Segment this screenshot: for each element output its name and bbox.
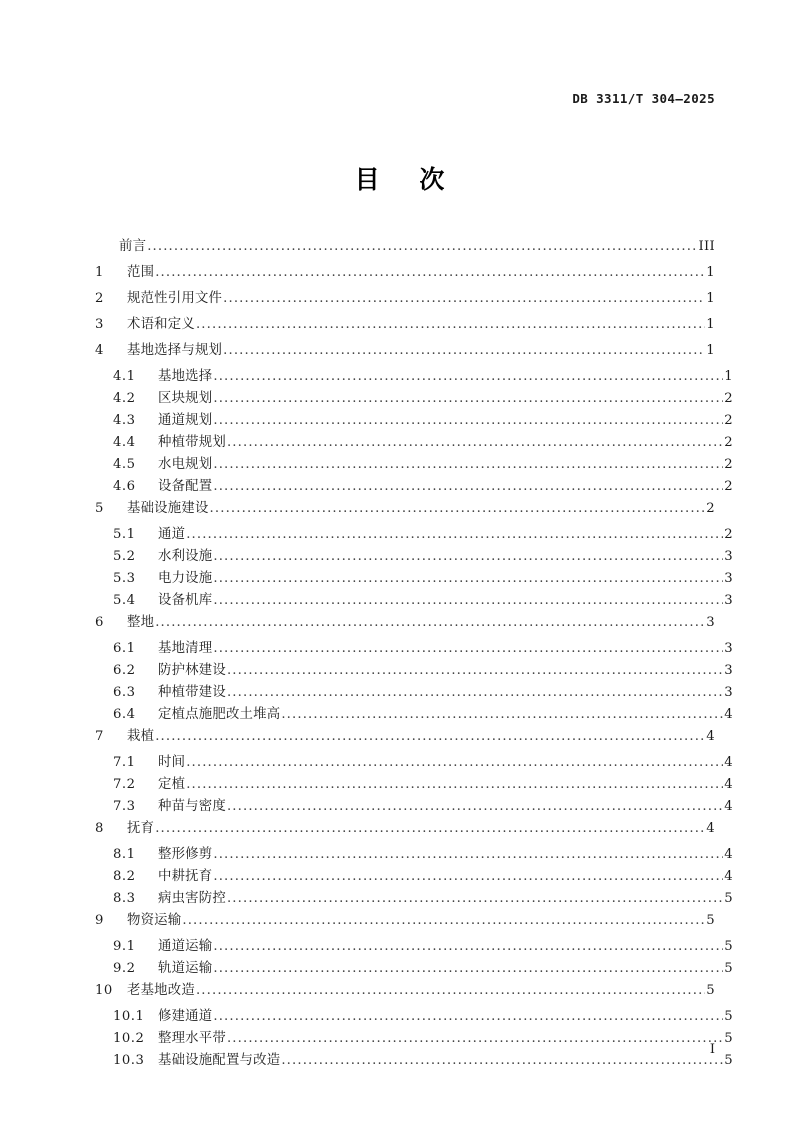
- toc-entry-label: 整地: [127, 615, 155, 630]
- toc-entry-number: 1: [95, 265, 104, 280]
- toc-entry-number: 4.4: [113, 435, 136, 450]
- toc-dot-leader: [186, 756, 723, 769]
- toc-dot-leader: [213, 1010, 723, 1023]
- toc-entry-page-number: 5: [724, 961, 733, 976]
- toc-entry-page-number: 3: [724, 593, 733, 608]
- toc-entry-page-number: 3: [724, 663, 733, 678]
- toc-entry-label: 设备配置: [158, 479, 213, 494]
- toc-entry-label: 水利设施: [158, 549, 213, 564]
- toc-entry-number: 9.2: [113, 961, 136, 976]
- toc-entry-number: 7.3: [113, 799, 136, 814]
- toc-dot-leader: [213, 870, 723, 883]
- toc-entry-label: 抚育: [127, 821, 155, 836]
- toc-entry-label: 基地清理: [158, 641, 213, 656]
- toc-entry-page-number: 5: [706, 913, 715, 928]
- toc-entry-label: 防护林建设: [158, 663, 226, 678]
- toc-dot-leader: [213, 594, 723, 607]
- toc-dot-leader: [147, 240, 697, 253]
- toc-entry[interactable]: [95, 642, 733, 664]
- toc-entry-page-number: 3: [706, 615, 715, 630]
- toc-entry[interactable]: [95, 528, 733, 550]
- toc-entry[interactable]: [95, 436, 733, 458]
- toc-entry-number: 7.1: [113, 755, 136, 770]
- toc-entry-number: 8.2: [113, 869, 136, 884]
- toc-entry[interactable]: [95, 778, 733, 800]
- toc-entry-label: 时间: [158, 755, 186, 770]
- toc-entry-number: 4.3: [113, 413, 136, 428]
- toc-entry[interactable]: [95, 686, 733, 708]
- toc-entry-page-number: 1: [706, 343, 715, 358]
- toc-entry-page-number: 2: [706, 501, 715, 516]
- toc-dot-leader: [213, 480, 723, 493]
- page-title: 目 次: [354, 165, 446, 194]
- toc-entry-label: 种苗与密度: [158, 799, 226, 814]
- toc-entry-number: 5.2: [113, 549, 136, 564]
- toc-dot-leader: [227, 686, 723, 699]
- toc-entry[interactable]: [95, 1054, 733, 1076]
- toc-entry-number: 9: [95, 913, 104, 928]
- toc-entry[interactable]: [95, 800, 733, 822]
- toc-entry-label: 基础设施配置与改造: [158, 1053, 281, 1068]
- toc-entry-page-number: 2: [724, 457, 733, 472]
- toc-entry[interactable]: [95, 370, 733, 392]
- toc-entry-page-number: 1: [706, 291, 715, 306]
- toc-entry-page-number: 3: [724, 571, 733, 586]
- toc-entry-page-number: 2: [724, 527, 733, 542]
- toc-dot-leader: [186, 528, 723, 541]
- toc-entry[interactable]: [95, 572, 733, 594]
- toc-entry-page-number: III: [698, 239, 715, 254]
- toc-entry-page-number: 5: [724, 1031, 733, 1046]
- toc-entry[interactable]: [95, 318, 715, 344]
- toc-dot-leader: [213, 392, 723, 405]
- toc-dot-leader: [210, 502, 706, 515]
- toc-entry-label: 基地选择: [158, 369, 213, 384]
- toc-entry-page-number: 4: [724, 869, 733, 884]
- toc-entry-label: 整理水平带: [158, 1031, 226, 1046]
- toc-dot-leader: [227, 436, 723, 449]
- toc-entry-label: 中耕抚育: [158, 869, 213, 884]
- toc-entry[interactable]: [95, 756, 733, 778]
- toc-entry[interactable]: [95, 594, 733, 616]
- toc-entry-label: 病虫害防控: [158, 891, 226, 906]
- toc-entry-label: 规范性引用文件: [127, 291, 223, 306]
- toc-entry[interactable]: [95, 664, 733, 686]
- toc-entry[interactable]: [95, 550, 733, 572]
- toc-entry[interactable]: [95, 870, 733, 892]
- toc-entry-label: 通道: [158, 527, 186, 542]
- toc-entry-page-number: 4: [706, 821, 715, 836]
- toc-dot-leader: [213, 550, 723, 563]
- toc-entry-number: 9.1: [113, 939, 136, 954]
- toc-entry[interactable]: [95, 892, 733, 914]
- toc-entry-number: 2: [95, 291, 104, 306]
- toc-entry-number: 10.1: [113, 1009, 145, 1024]
- toc-entry[interactable]: [95, 708, 733, 730]
- toc-entry-page-number: 3: [724, 641, 733, 656]
- toc-entry[interactable]: [95, 502, 715, 528]
- toc-entry-label: 种植带规划: [158, 435, 226, 450]
- toc-entry-label: 基地选择与规划: [127, 343, 223, 358]
- toc-entry[interactable]: [95, 458, 733, 480]
- toc-entry-page-number: 2: [724, 391, 733, 406]
- toc-entry-page-number: 5: [724, 891, 733, 906]
- toc-entry-label: 定植点施肥改土堆高: [158, 707, 281, 722]
- toc-entry-label: 水电规划: [158, 457, 213, 472]
- toc-entry-page-number: 4: [706, 729, 715, 744]
- toc-entry-label: 整形修剪: [158, 847, 213, 862]
- toc-entry-label: 老基地改造: [127, 983, 195, 998]
- toc-entry[interactable]: [95, 940, 733, 962]
- toc-entry-page-number: 5: [706, 983, 715, 998]
- toc-entry-page-number: 2: [724, 435, 733, 450]
- toc-dot-leader: [227, 892, 723, 905]
- toc-entry-label: 物资运输: [127, 913, 182, 928]
- toc-entry-number: 10: [95, 983, 113, 998]
- toc-entry-number: 10.3: [113, 1053, 145, 1068]
- toc-entry[interactable]: [95, 344, 715, 370]
- toc-dot-leader: [155, 822, 705, 835]
- toc-entry[interactable]: [95, 240, 715, 266]
- toc-entry-page-number: 4: [724, 707, 733, 722]
- toc-dot-leader: [223, 292, 705, 305]
- toc-dot-leader: [182, 914, 705, 927]
- toc-entry-page-number: 5: [724, 1009, 733, 1024]
- toc-entry-label: 修建通道: [158, 1009, 213, 1024]
- toc-dot-leader: [223, 344, 705, 357]
- toc-entry-number: 5: [95, 501, 104, 516]
- toc-entry-number: 6.2: [113, 663, 136, 678]
- toc-dot-leader: [213, 940, 723, 953]
- toc-entry-page-number: 4: [724, 755, 733, 770]
- toc-dot-leader: [227, 800, 723, 813]
- toc-entry-number: 6.4: [113, 707, 136, 722]
- toc-entry-number: 5.1: [113, 527, 136, 542]
- toc-entry[interactable]: [95, 730, 715, 756]
- toc-dot-leader: [213, 370, 723, 383]
- toc-entry[interactable]: [95, 914, 715, 940]
- toc-entry-label: 基础设施建设: [127, 501, 209, 516]
- toc-entry[interactable]: [95, 848, 733, 870]
- page-footer: [85, 1038, 715, 1056]
- toc-dot-leader: [213, 642, 723, 655]
- toc-entry[interactable]: [95, 984, 715, 1010]
- toc-entry-number: 6.3: [113, 685, 136, 700]
- toc-entry-label: 范围: [127, 265, 155, 280]
- toc-entry-number: 3: [95, 317, 104, 332]
- toc-dot-leader: [155, 616, 705, 629]
- toc-dot-leader: [213, 458, 723, 471]
- toc-entry-number: 8.1: [113, 847, 136, 862]
- toc-entry[interactable]: [95, 292, 715, 318]
- toc-entry-number: 4.6: [113, 479, 136, 494]
- toc-entry[interactable]: [95, 392, 733, 414]
- toc-entry-label: 种植带建设: [158, 685, 226, 700]
- toc-entry-label: 区块规划: [158, 391, 213, 406]
- toc-entry-page-number: 2: [724, 479, 733, 494]
- toc-dot-leader: [281, 708, 723, 721]
- toc-entry-number: 5.3: [113, 571, 136, 586]
- toc-entry-number: 7: [95, 729, 104, 744]
- toc-entry-number: 4.2: [113, 391, 136, 406]
- toc-entry-page-number: 5: [724, 1053, 733, 1068]
- toc-entry-number: 8: [95, 821, 104, 836]
- toc-entry-label: 电力设施: [158, 571, 213, 586]
- toc-entry[interactable]: [95, 1010, 733, 1032]
- toc-entry-number: 7.2: [113, 777, 136, 792]
- toc-entry-page-number: 4: [724, 799, 733, 814]
- toc-entry-page-number: 1: [724, 369, 733, 384]
- toc-entry-number: 10.2: [113, 1031, 145, 1046]
- toc-entry[interactable]: [95, 962, 733, 984]
- toc-entry-number: 4.1: [113, 369, 136, 384]
- toc-dot-leader: [213, 572, 723, 585]
- toc-dot-leader: [213, 848, 723, 861]
- toc-entry-label: 术语和定义: [127, 317, 195, 332]
- toc-dot-leader: [196, 984, 705, 997]
- toc-entry-page-number: 3: [724, 549, 733, 564]
- toc-entry-number: 5.4: [113, 593, 136, 608]
- toc-entry-label: 栽植: [127, 729, 155, 744]
- folio-number: I: [709, 1042, 715, 1057]
- toc-dot-leader: [155, 266, 705, 279]
- toc-entry-label: 设备机库: [158, 593, 213, 608]
- toc-entry-page-number: 2: [724, 413, 733, 428]
- toc-entry[interactable]: [95, 616, 715, 642]
- toc-entry[interactable]: [95, 266, 715, 292]
- toc-dot-leader: [155, 730, 705, 743]
- toc-dot-leader: [186, 778, 723, 791]
- toc-entry-number: 8.3: [113, 891, 136, 906]
- toc-entry-label: 定植: [158, 777, 186, 792]
- toc-entry-number: 6: [95, 615, 104, 630]
- standard-number: DB 3311/T 304—2025: [572, 91, 715, 106]
- toc-entry-page-number: 5: [724, 939, 733, 954]
- running-header: [85, 88, 715, 108]
- toc-entry-label: 轨道运输: [158, 961, 213, 976]
- toc-entry[interactable]: [95, 480, 733, 502]
- toc-dot-leader: [213, 414, 723, 427]
- toc-entry-number: 6.1: [113, 641, 136, 656]
- toc-dot-leader: [227, 664, 723, 677]
- toc-dot-leader: [196, 318, 705, 331]
- toc-entry-label: 通道运输: [158, 939, 213, 954]
- toc-entry-page-number: 4: [724, 777, 733, 792]
- toc-entry-page-number: 3: [724, 685, 733, 700]
- toc-entry-label: 通道规划: [158, 413, 213, 428]
- table-of-contents: [95, 239, 733, 1076]
- toc-entry-label: 前言: [119, 239, 147, 254]
- toc-entry-page-number: 1: [706, 265, 715, 280]
- toc-entry-number: 4.5: [113, 457, 136, 472]
- toc-dot-leader: [213, 962, 723, 975]
- toc-entry-page-number: 4: [724, 847, 733, 862]
- toc-entry[interactable]: [95, 414, 733, 436]
- toc-entry[interactable]: [95, 822, 715, 848]
- toc-entry-number: 4: [95, 343, 104, 358]
- toc-entry-page-number: 1: [706, 317, 715, 332]
